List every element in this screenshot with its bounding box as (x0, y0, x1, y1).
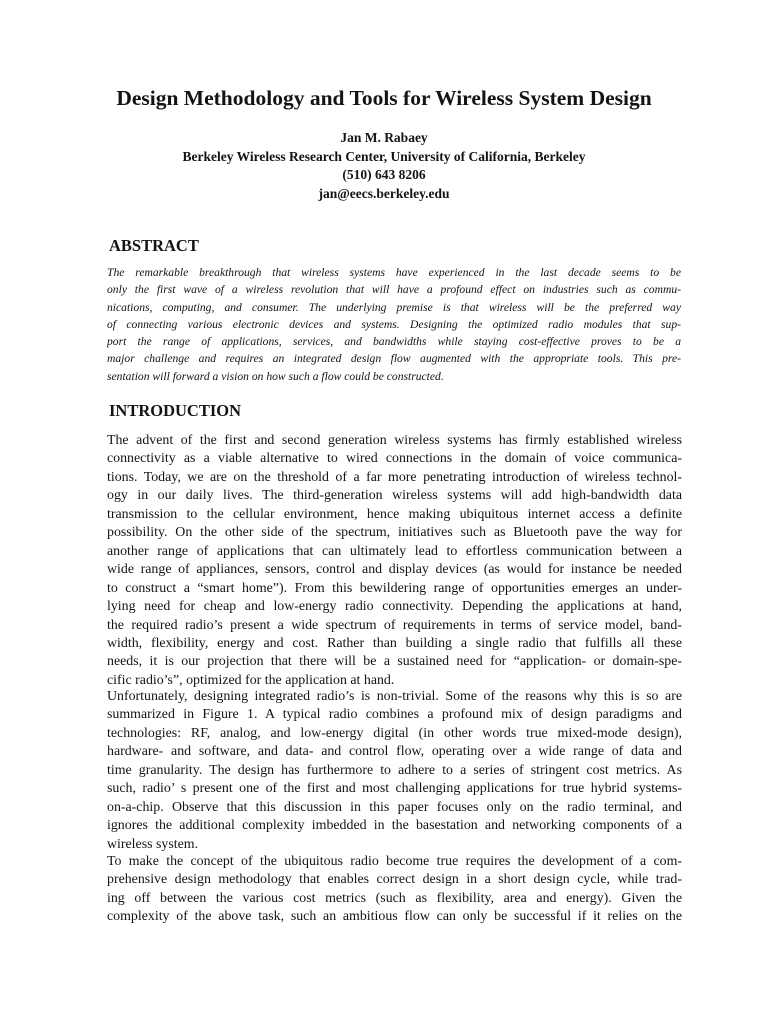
abstract-line: port the range of applications, services, and bandwidths while staying cost-effective proves to be a (107, 335, 681, 349)
paragraph-line: ignores the additional complexity imbedded in the basestation and networking components of a (107, 818, 682, 834)
paragraph-line: tions. Today, we are on the threshold of a far more penetrating introduction of wireless technol- (107, 469, 682, 485)
paragraph-line: complexity of the above task, such an ambitious flow can only be successful if it relies on the (107, 909, 682, 925)
paragraph-line: summarized in Figure 1. A typical radio combines a profound mix of design paradigms and (107, 707, 682, 723)
abstract-line: major challenge and requires an integrated design flow augmented with the appropriate tools. This pre- (107, 352, 681, 366)
abstract-line: only the first wave of a wireless revolution that will have a profound effect on industries such as commu- (107, 283, 681, 297)
paper-title: Design Methodology and Tools for Wireless System Design (116, 86, 652, 110)
abstract-line: of connecting various electronic devices and systems. Designing the optimized radio modules that sup- (107, 317, 681, 331)
abstract-line: sentation will forward a vision on how such a flow could be constructed. (107, 369, 444, 383)
paragraph-line: Unfortunately, designing integrated radio’s is non-trivial. Some of the reasons why this is so are (107, 689, 682, 704)
paragraph-line: To make the concept of the ubiquitous radio become true requires the development of a com- (107, 854, 682, 869)
abstract-line: nications, computing, and consumer. The underlying premise is that wireless will be the preferred way (107, 300, 681, 314)
introduction-heading: INTRODUCTION (109, 401, 242, 420)
paragraph-line: connectivity as a viable alternative to wired connections in the domain of voice communica- (107, 451, 682, 467)
paragraph-line: another range of applications that can ultimately lead to effortless communication between a (107, 543, 682, 559)
author-name: Jan M. Rabaey (340, 130, 428, 145)
paragraph-line: transmission to the cellular environment, hence making ubiquitous internet access a definite (107, 506, 682, 522)
author-block (40, 129, 728, 204)
paragraph-line: to construct a “smart home”). From this bewildering range of opportunities emerges an under- (107, 580, 682, 596)
author-affiliation: Berkeley Wireless Research Center, University of California, Berkeley (182, 148, 586, 164)
paragraph-line: wireless system. (107, 836, 199, 852)
author-email: jan@eecs.berkeley.edu (318, 186, 450, 202)
paragraph-line: the required radio’s present a wide spectrum of requirements in terms of service model, band- (107, 617, 682, 633)
paragraph-line: time granularity. The design has furthermore to adhere to a series of stringent cost metrics. As (107, 762, 682, 778)
paragraph-line: prehensive design methodology that enables correct design in a short design cycle, while trad- (107, 872, 682, 888)
abstract-body (107, 264, 681, 385)
paragraph-line: on-a-chip. Observe that this discussion in this paper focuses only on the radio terminal, and (107, 799, 682, 815)
paragraph-line: such, radio’ s present one of the first and most challenging applications for true hybrid systems- (107, 781, 682, 797)
abstract-heading: ABSTRACT (109, 236, 199, 255)
paragraph-line: hardware- and software, and data- and control flow, operating over a wide range of data and (107, 744, 682, 760)
paragraph-line: needs, it is our projection that there will be a sustained need for “application- or domain-spe- (107, 654, 682, 670)
author-phone: (510) 643 8206 (342, 167, 426, 183)
paragraph-line: possibility. On the other side of the spectrum, initiatives such as Bluetooth pave the way for (107, 525, 682, 541)
paragraph-line: wide range of appliances, sensors, control and display devices (as would for instance be needed (107, 562, 682, 578)
introduction-paragraph-2 (107, 688, 682, 854)
paragraph-line: lying need for cheap and low-energy radio connectivity. Depending the applications at hand, (107, 599, 682, 615)
paragraph-line: The advent of the first and second generation wireless systems has firmly established wireless (107, 433, 682, 448)
introduction-paragraph-3 (107, 853, 682, 927)
paragraph-line: cific radio’s”, optimized for the application at hand. (107, 672, 395, 688)
paragraph-line: ogy in our daily lives. The third-generation wireless systems will add high-bandwidth data (107, 488, 682, 504)
paragraph-line: width, flexibility, energy and cost. Rather than building a single radio that fulfills all these (107, 635, 682, 651)
introduction-paragraph-1 (107, 432, 682, 690)
paragraph-line: ing off between the various cost metrics (such as flexibility, area and energy). Given the (107, 890, 682, 906)
abstract-line: The remarkable breakthrough that wireless systems have experienced in the last decade seems to be (107, 266, 681, 279)
paragraph-line: technologies: RF, analog, and low-energy digital (in other words true mixed-mode design), (107, 725, 682, 741)
